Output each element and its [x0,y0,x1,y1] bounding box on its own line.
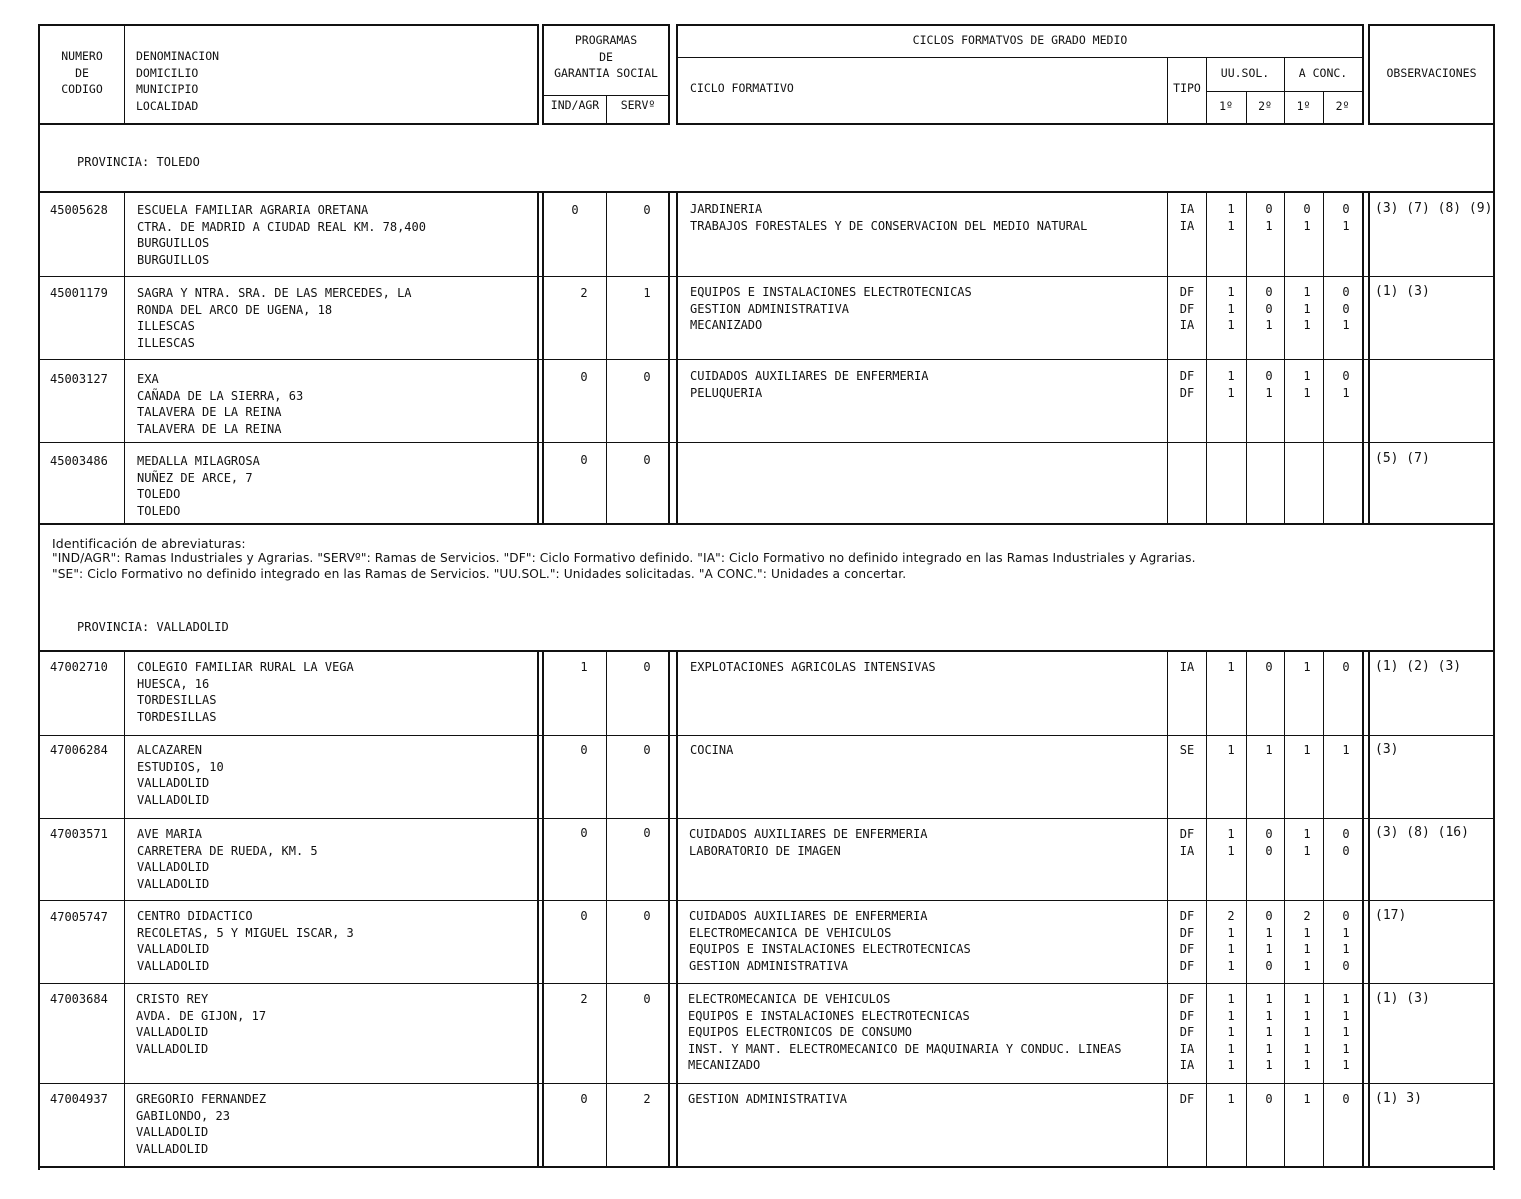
observaciones: (1) (3) [1375,284,1430,299]
row-divider [40,983,1493,984]
uu-sol-1: 1 [1227,660,1235,674]
col-divider [1246,193,1247,523]
center-name: SAGRA Y NTRA. SRA. DE LAS MERCEDES, LA RONDA DEL ARCO DE UGENA, 18 ILLESCAS ILLESCAS [137,286,412,350]
uu-sol-2: 0 0 1 [1265,285,1273,332]
legend-line: "SE": Ciclo Formativo no definido integrado en las Ramas de Servicios. "UU.SOL.": Unidades solicitadas. "A CONC.": Unidades a concertar. [52,567,907,581]
serv-value: 0 [643,743,651,757]
ciclo-list: EQUIPOS E INSTALACIONES ELECTROTECNICAS GESTION ADMINISTRATIVA MECANIZADO [690,285,972,332]
col-divider [1206,193,1207,523]
center-name: GREGORIO FERNANDEZ GABILONDO, 23 VALLADOLID VALLADOLID [136,1092,267,1156]
serv-value: 0 [643,370,651,384]
center-code: 47004937 [50,1092,108,1106]
row-divider [40,276,1493,277]
a-conc-2: 0 1 [1342,202,1350,233]
serv-value: 0 [643,660,651,674]
ind-agr-value: 0 [580,826,588,840]
divider [38,650,1495,652]
tipo-list: IA [1179,660,1195,674]
header-observaciones: OBSERVACIONES [1386,66,1477,80]
uu-sol-1: 1 1 1 [1227,285,1235,332]
col-divider [1368,193,1370,523]
header-ac-1: 1º [1296,99,1311,113]
row-divider [40,359,1493,360]
ind-agr-value: 1 [580,660,588,674]
uu-sol-1: 1 1 1 1 1 [1227,992,1235,1072]
ciclo-list: CUIDADOS AUXILIARES DE ENFERMERIA ELECTROMECANICA DE VEHICULOS EQUIPOS E INSTALACIONES ELECTROTECNICAS GESTION ADMINISTRATIVA [689,909,971,973]
divider [38,191,1495,193]
ind-agr-value: 2 [580,992,588,1006]
tipo-list: DF DF [1179,369,1195,400]
a-conc-2: 0 [1342,1092,1350,1106]
col-divider [124,193,125,523]
a-conc-1: 1 1 1 1 1 [1303,992,1311,1072]
header-uu-sol: UU.SOL. [1220,66,1270,80]
ind-agr-value: 0 [580,370,588,384]
legend-line: "IND/AGR": Ramas Industriales y Agrarias. "SERVº": Ramas de Servicios. "DF": Ciclo Formativo definido. "IA": Ciclo Formativo no definido integrado en las Ramas Industriales y Agrarias. [52,551,1196,565]
ind-agr-value: 0 [580,1092,588,1106]
a-conc-1: 2 1 1 1 [1303,909,1311,973]
header-uu-2: 2º [1258,99,1272,113]
uu-sol-1: 1 [1227,1092,1235,1106]
serv-value: 0 [643,909,651,923]
divider [38,523,1495,525]
col-divider [1362,193,1364,523]
center-code: 45003486 [50,454,108,468]
col-divider [1167,193,1168,523]
col-divider [537,193,539,523]
a-conc-1: 1 [1303,660,1311,674]
uu-sol-1: 1 1 [1227,827,1235,858]
observaciones: (17) [1375,908,1407,923]
serv-value: 0 [643,826,651,840]
serv-value: 0 [643,453,651,467]
tipo-list: DF DF DF DF [1179,909,1195,973]
center-name: COLEGIO FAMILIAR RURAL LA VEGA HUESCA, 16 TORDESILLAS TORDESILLAS [137,660,354,724]
header-programas: PROGRAMAS DE GARANTIA SOCIAL [554,33,658,80]
ind-agr-value: 0 [580,909,588,923]
divider [38,1166,1495,1168]
col-divider [606,193,607,523]
a-conc-2: 0 0 1 [1342,285,1350,332]
divider [1206,91,1362,92]
uu-sol-2: 0 0 [1265,827,1273,858]
uu-sol-2: 0 1 1 0 [1265,909,1273,973]
row-divider [40,735,1493,736]
serv-value: 0 [643,992,651,1006]
uu-sol-2: 0 1 [1265,202,1273,233]
divider [678,57,1362,58]
row-divider [40,818,1493,819]
header-ind-agr: IND/AGR [550,98,600,112]
center-name: MEDALLA MILAGROSA NUÑEZ DE ARCE, 7 TOLEDO TOLEDO [137,454,260,518]
row-divider [40,900,1493,901]
tipo-list: IA IA [1179,202,1195,233]
a-conc-2: 0 1 [1342,369,1350,400]
tipo-list: DF DF DF IA IA [1179,992,1195,1072]
center-code: 47006284 [50,743,108,757]
header-ciclos-title: CICLOS FORMATVOS DE GRADO MEDIO [912,33,1128,47]
serv-value: 2 [643,1092,651,1106]
header-tipo: TIPO [1173,81,1201,95]
ind-agr-value: 0 [580,453,588,467]
center-code: 47003684 [50,992,108,1006]
col-divider [542,193,544,523]
observaciones: (1) 3) [1375,1091,1422,1106]
col-divider [1284,193,1285,523]
a-conc-2: 0 1 1 0 [1342,909,1350,973]
center-code: 45001179 [50,286,108,300]
uu-sol-2: 0 [1265,660,1273,674]
ciclo-list: CUIDADOS AUXILIARES DE ENFERMERIA PELUQUERIA [690,369,929,400]
serv-value: 1 [643,286,651,300]
ind-agr-value: 2 [580,286,588,300]
center-name: ALCAZAREN ESTUDIOS, 10 VALLADOLID VALLADOLID [137,743,224,807]
tipo-list: SE [1179,743,1195,757]
a-conc-2: 0 [1342,660,1350,674]
header-denominacion: DENOMINACION DOMICILIO MUNICIPIO LOCALIDAD [136,49,220,113]
a-conc-2: 1 [1342,743,1350,757]
a-conc-1: 1 [1303,1092,1311,1106]
col-divider [124,652,125,1167]
observaciones: (1) (2) (3) [1375,659,1462,674]
ciclo-list: CUIDADOS AUXILIARES DE ENFERMERIA LABORATORIO DE IMAGEN [689,827,928,858]
observaciones: (1) (3) [1375,991,1430,1006]
center-name: CENTRO DIDACTICO RECOLETAS, 5 Y MIGUEL ISCAR, 3 VALLADOLID VALLADOLID [137,909,354,973]
frame-right [1493,125,1495,1170]
header-a-conc: A CONC. [1298,66,1348,80]
uu-sol-1: 2 1 1 1 [1227,909,1235,973]
header-serv: SERVº [620,98,656,112]
header-ciclo-formativo: CICLO FORMATIVO [690,81,794,95]
center-code: 45003127 [50,372,108,386]
uu-sol-1: 1 1 [1227,369,1235,400]
ciclo-list: COCINA [690,743,734,757]
center-code: 45005628 [50,203,108,217]
col-divider [537,652,539,1167]
uu-sol-1: 1 [1227,743,1235,757]
header-numero: NUMERO DE CODIGO [61,49,103,96]
uu-sol-2: 0 [1265,1092,1273,1106]
province-label: PROVINCIA: TOLEDO [77,155,200,169]
uu-sol-2: 1 [1265,743,1273,757]
serv-value: 0 [643,203,651,217]
ciclo-list: JARDINERIA TRABAJOS FORESTALES Y DE CONSERVACION DEL MEDIO NATURAL [690,202,1088,233]
uu-sol-2: 0 1 [1265,369,1273,400]
ciclo-list: GESTION ADMINISTRATIVA [688,1092,847,1106]
observaciones: (3) (8) (16) [1375,825,1469,840]
header-ac-2: 2º [1335,99,1350,113]
observaciones: (3) (7) (8) (9) [1375,201,1493,216]
frame-left [38,125,40,1170]
ciclo-list: ELECTROMECANICA DE VEHICULOS EQUIPOS E INSTALACIONES ELECTROTECNICAS EQUIPOS ELECTRONICOS DE CONSUMO INST. Y MANT. ELECTROMECANICO DE MAQUINARIA Y CONDUC. LINEAS MECANIZADO [688,992,1122,1072]
ind-agr-value: 0 [580,743,588,757]
center-name: EXA CAÑADA DE LA SIERRA, 63 TALAVERA DE LA REINA TALAVERA DE LA REINA [137,372,304,436]
a-conc-1: 1 1 1 [1303,285,1311,332]
center-code: 47002710 [50,660,108,674]
center-name: AVE MARIA CARRETERA DE RUEDA, KM. 5 VALLADOLID VALLADOLID [137,827,318,891]
header-uu-1: 1º [1219,99,1233,113]
divider [124,24,125,125]
row-divider [40,442,1493,443]
legend-title: Identificación de abreviaturas: [52,536,246,551]
tipo-list: DF DF IA [1179,285,1195,332]
uu-sol-1: 1 1 [1227,202,1235,233]
col-divider [676,193,678,523]
tipo-list: DF [1179,1092,1195,1106]
a-conc-1: 1 1 [1303,827,1311,858]
col-divider [1323,193,1324,523]
a-conc-2: 1 1 1 1 1 [1342,992,1350,1072]
col-divider [668,193,670,523]
a-conc-2: 0 0 [1342,827,1350,858]
tipo-list: DF IA [1179,827,1195,858]
a-conc-1: 0 1 [1303,202,1311,233]
observaciones: (5) (7) [1375,451,1430,466]
uu-sol-2: 1 1 1 1 1 [1265,992,1273,1072]
a-conc-1: 1 1 [1303,369,1311,400]
province-label: PROVINCIA: VALLADOLID [77,620,229,634]
center-name: ESCUELA FAMILIAR AGRARIA ORETANA CTRA. DE MADRID A CIUDAD REAL KM. 78,400 BURGUILLOS BURGUILLOS [137,203,426,267]
ind-agr-value: 0 [571,203,579,217]
row-divider [40,1083,1493,1084]
observaciones: (3) [1375,742,1399,757]
ciclo-list: EXPLOTACIONES AGRICOLAS INTENSIVAS [690,660,936,674]
center-code: 47005747 [50,910,108,924]
a-conc-1: 1 [1303,743,1311,757]
center-code: 47003571 [50,827,108,841]
center-name: CRISTO REY AVDA. DE GIJON, 17 VALLADOLID VALLADOLID [136,992,267,1056]
